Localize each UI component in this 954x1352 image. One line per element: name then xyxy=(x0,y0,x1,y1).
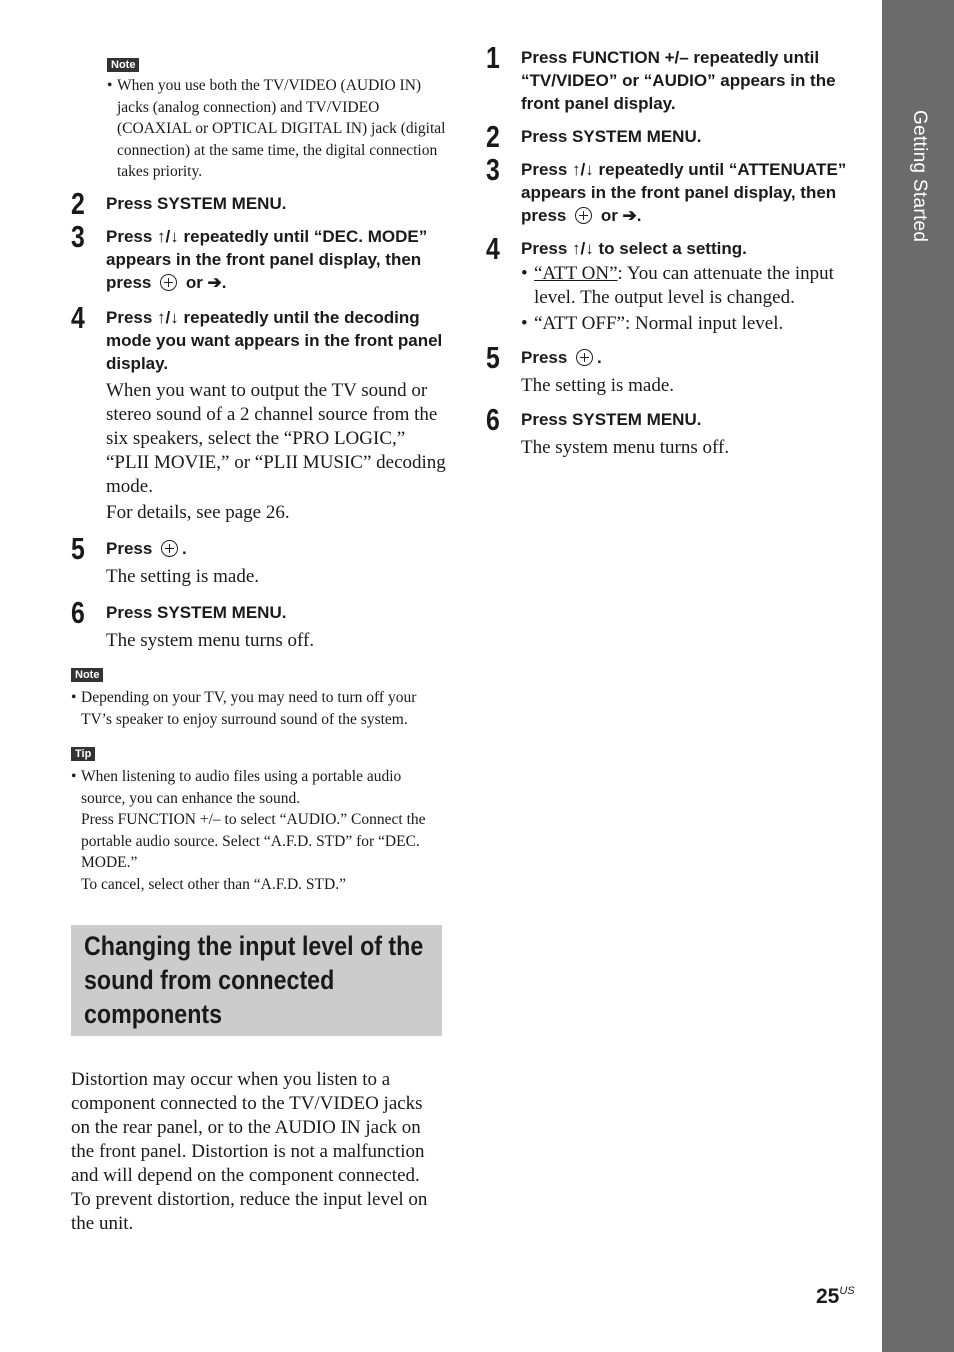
note-badge: Note xyxy=(107,58,139,72)
step-number: 5 xyxy=(486,340,500,375)
step-title: Press ↑/↓ to select a setting. xyxy=(521,239,747,258)
step-body: The system menu turns off. xyxy=(521,437,730,458)
tip-text: When listening to audio files using a portable audio source, you can enhance the sound. xyxy=(81,768,402,807)
section-label: Getting Started xyxy=(909,110,930,243)
step-number: 3 xyxy=(486,152,500,187)
right-arrow-icon: ➔ xyxy=(207,273,222,292)
up-down-arrow-icon: ↑/↓ xyxy=(157,308,179,327)
step-title: Press SYSTEM MENU. xyxy=(521,410,702,429)
section-heading-box xyxy=(71,925,442,1036)
tip-text: To cancel, select other than “A.F.D. STD.” xyxy=(81,875,346,893)
note-badge: Note xyxy=(71,668,103,682)
page-region-suffix: US xyxy=(839,1285,855,1297)
step-title: Press SYSTEM MENU. xyxy=(106,194,287,213)
step-body: The setting is made. xyxy=(106,566,260,587)
up-down-arrow-icon: ↑/↓ xyxy=(572,239,594,258)
up-down-arrow-icon: ↑/↓ xyxy=(572,160,594,179)
section-heading: Changing the input level of the sound from connected components xyxy=(84,931,424,1029)
tip-text: Press FUNCTION +/– to select “AUDIO.” Connect the portable audio source. Select “A.F.D. STD” for “DEC. MODE.” xyxy=(81,811,426,871)
step-number: 6 xyxy=(71,595,85,630)
bullet-glyph: • xyxy=(521,263,528,284)
enter-button-icon xyxy=(160,274,177,291)
step-1 xyxy=(486,40,858,115)
note-text: When you use both the TV/VIDEO (AUDIO IN) jacks (analog connection) and TV/VIDEO (COAXIAL or OPTICAL DIGITAL IN) jack (digital connection) at the same time, the digital connection takes priority. xyxy=(117,77,446,180)
step-body: For details, see page 26. xyxy=(106,502,290,523)
note-item xyxy=(71,687,446,730)
page-number: $25^{US}$ xyxy=(816,1285,855,1308)
up-down-arrow-icon: ↑/↓ xyxy=(157,227,179,246)
step-body: When you want to output the TV sound or stereo sound of a 2 channel source from the six speakers, select the “PRO LOGIC,” “PLII MOVIE,” or “PLII MUSIC” decoding mode. xyxy=(106,380,446,497)
note-block xyxy=(107,55,447,183)
note-item xyxy=(107,75,447,183)
step-2 xyxy=(71,186,446,221)
right-arrow-icon: ➔ xyxy=(622,206,637,225)
step-title: Press FUNCTION +/– repeatedly until “TV/VIDEO” or “AUDIO” appears in the front panel display. xyxy=(521,48,836,113)
list-item-text: : You can attenuate the input level. The output level is changed. xyxy=(534,263,834,308)
step-6 xyxy=(71,595,446,653)
left-steps xyxy=(71,186,446,653)
step-number: 4 xyxy=(71,300,85,335)
enter-button-icon xyxy=(576,349,593,366)
right-steps xyxy=(486,40,858,460)
list-item-text: “ATT OFF”: Normal input level. xyxy=(534,313,784,334)
step-5 xyxy=(486,340,858,398)
tip-badge: Tip xyxy=(71,747,95,761)
step-5 xyxy=(71,531,446,589)
step-title: Press SYSTEM MENU. xyxy=(106,603,287,622)
step-3 xyxy=(71,219,446,294)
step-number: 3 xyxy=(71,219,85,254)
step-title: Press ↑/↓ repeatedly until “ATTENUATE” appears in the front panel display, then press or ➔. xyxy=(521,160,847,225)
enter-button-icon xyxy=(161,540,178,557)
note-text: Depending on your TV, you may need to turn off your TV’s speaker to enjoy surround sound of the system. xyxy=(81,689,417,728)
note-block xyxy=(71,665,446,730)
bullet-glyph: • xyxy=(521,313,528,334)
bullet-glyph: • xyxy=(107,77,113,94)
step-2 xyxy=(486,119,858,154)
bullet-glyph: • xyxy=(71,768,77,785)
tip-block xyxy=(71,744,446,895)
step-number: 6 xyxy=(486,402,500,437)
step-body: The system menu turns off. xyxy=(106,630,315,651)
enter-button-icon xyxy=(575,207,592,224)
list-item xyxy=(521,312,858,336)
intro-paragraph: Distortion may occur when you listen to a component connected to the TV/VIDEO jacks on the rear panel, or to the AUDIO IN jack on the front panel. Distortion is not a malfunction and will depend on the component connected. To prevent distortion, reduce the input level on the unit. xyxy=(71,1069,428,1234)
step-number: 2 xyxy=(71,186,85,221)
list-item xyxy=(521,262,858,310)
bullet-glyph: • xyxy=(71,689,77,706)
step-6 xyxy=(486,402,858,460)
step-title: Press . xyxy=(521,348,602,367)
step-body: The setting is made. xyxy=(521,375,675,396)
step-title: Press . xyxy=(106,539,187,558)
step-title: Press ↑/↓ repeatedly until the decoding mode you want appears in the front panel display. xyxy=(106,308,443,373)
step-4 xyxy=(486,231,858,336)
tip-item xyxy=(71,766,446,895)
step-title: Press ↑/↓ repeatedly until “DEC. MODE” appears in the front panel display, then press or ➔. xyxy=(106,227,428,292)
step-number: 4 xyxy=(486,231,500,266)
att-on-term: “ATT ON” xyxy=(534,263,618,284)
step-number: 2 xyxy=(486,119,500,154)
step-3 xyxy=(486,152,858,227)
step-number: 1 xyxy=(486,40,500,75)
step-4 xyxy=(71,300,446,525)
step-title: Press SYSTEM MENU. xyxy=(521,127,702,146)
step-number: 5 xyxy=(71,531,85,566)
